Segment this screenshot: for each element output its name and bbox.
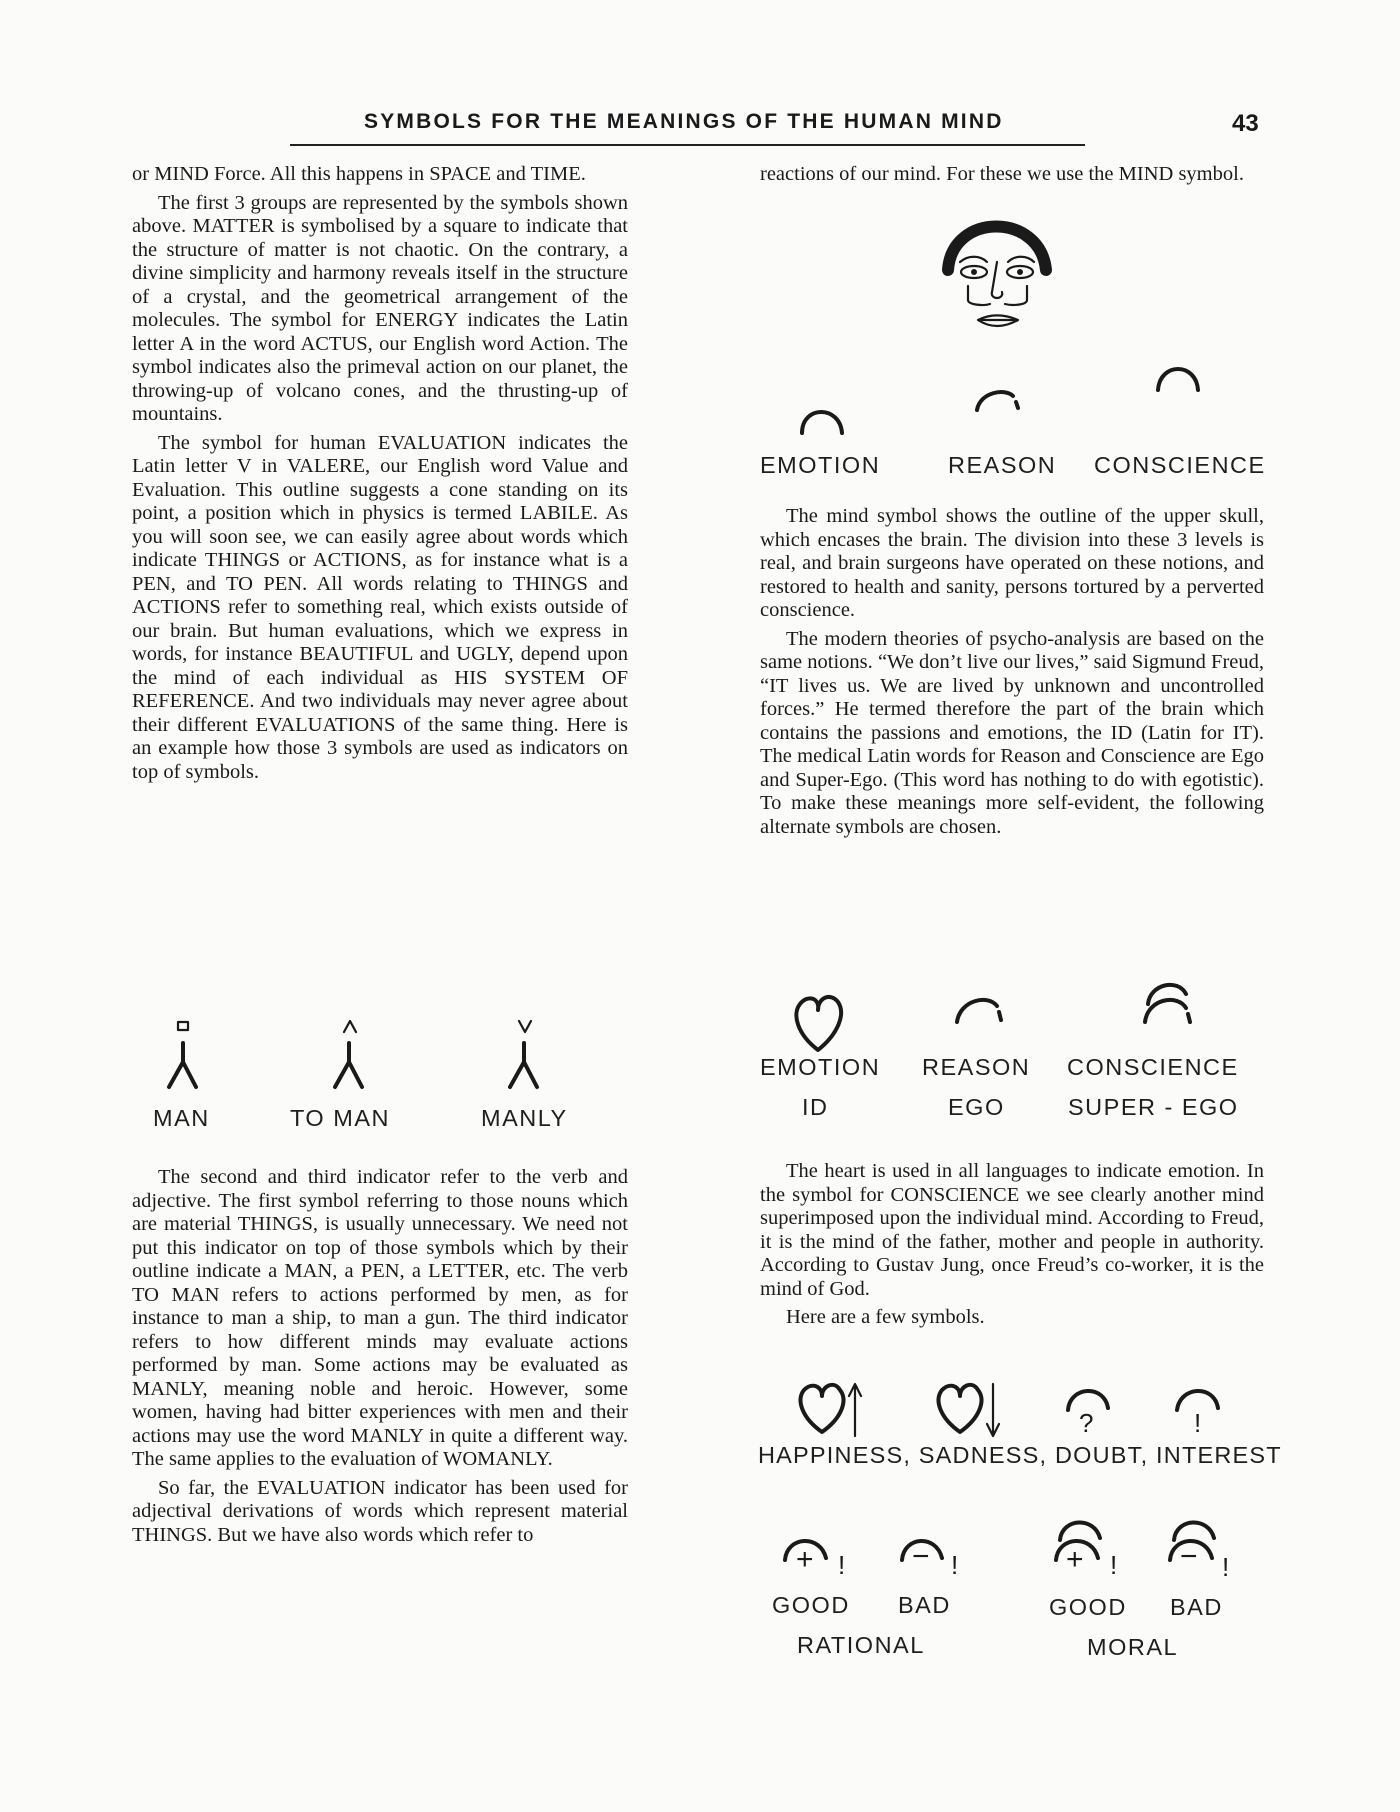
rational-good-label: GOOD bbox=[772, 1592, 850, 1618]
paragraph: The mind symbol shows the outline of the upper skull, which encases the brain. The division into these 3 levels is real, and brain surgeons have operated on these notions, and restored to health and sanity, persons tortured by a perverted conscience. bbox=[760, 505, 1264, 621]
states-label: HAPPINESS, SADNESS, DOUBT, INTEREST bbox=[758, 1442, 1282, 1468]
paragraph: reactions of our mind. For these we use the MIND symbol. bbox=[760, 163, 1244, 185]
svg-text:!: ! bbox=[951, 1550, 959, 1580]
man-label: MAN bbox=[153, 1105, 210, 1131]
svg-text:−: − bbox=[912, 1540, 930, 1573]
super-ego-label: SUPER - EGO bbox=[1068, 1094, 1239, 1120]
svg-text:!: ! bbox=[1110, 1550, 1118, 1580]
to-man-label: TO MAN bbox=[290, 1105, 390, 1131]
emotion-label: EMOTION bbox=[760, 1054, 881, 1080]
id-label: ID bbox=[802, 1094, 829, 1120]
paragraph: The second and third indicator refer to the verb and adjective. The first symbol referring to those nouns which are material THINGS, is usually unnecessary. We need not put this indicator on top of those symbols which by their outline indicate a MAN, a PEN, a LETTER, etc. The verb TO MAN refers to actions performed by men, as for instance to man a ship, to man a gun. The third indicator refers to how different minds may evaluate actions performed by man. Some actions may be evaluated as MANLY, meaning noble and heroic. However, some women, having had bitter experiences with men and their actions may use the word MANLY in quite a different way. The same applies to the evaluation of WOMANLY. bbox=[132, 1166, 628, 1470]
rational-bad-label: BAD bbox=[898, 1592, 951, 1618]
moral-bad-super-arch-icon bbox=[1174, 1522, 1214, 1540]
paragraph: Here are a few symbols. bbox=[786, 1306, 985, 1328]
svg-text:!: ! bbox=[1222, 1552, 1230, 1582]
conscience-label: CONSCIENCE bbox=[1067, 1054, 1239, 1080]
doubt-question-icon: ? bbox=[1079, 1408, 1094, 1438]
moral-group-label: MORAL bbox=[1087, 1634, 1179, 1660]
paragraph: The heart is used in all languages to indicate emotion. In the symbol for CONSCIENCE we see clearly another mind superimposed upon the individual mind. According to Freud, it is the mind of the father, mother and people in authority. According to Gustav Jung, once Freud’s co-worker, it is the mind of God. bbox=[760, 1160, 1264, 1300]
running-title: SYMBOLS FOR THE MEANINGS OF THE HUMAN MIND bbox=[364, 110, 1004, 133]
paragraph: So far, the EVALUATION indicator has been used for adjectival derivations of words which represent material THINGS. But we have also words which refer to bbox=[132, 1476, 628, 1546]
paragraph: or MIND Force. All this happens in SPACE and TIME. bbox=[132, 163, 586, 185]
svg-text:+: + bbox=[796, 1543, 814, 1576]
moral-good-label: GOOD bbox=[1049, 1594, 1127, 1620]
reason-label: REASON bbox=[948, 452, 1057, 478]
paragraph: The symbol for human EVALUATION indicates the Latin letter V in VALERE, our English word Value and Evaluation. This outline suggests a cone standing on its point, a position which in physics is termed LABILE. As you will soon see, we can easily agree about words which indicate THINGS or ACTIONS, as for instance what is a PEN, and TO PEN. All words relating to THINGS and ACTIONS refer to something real, which exists outside of our brain. But human evaluations, which we express in words, for instance BEAUTIFUL and UGLY, depend upon the mind of each individual as HIS SYSTEM OF REFERENCE. And two individuals may never agree about their different EVALUATIONS of the same thing. Here is an example how those 3 symbols are used as indicators on top of symbols. bbox=[132, 431, 628, 783]
page-number: 43 bbox=[1232, 110, 1259, 137]
conscience-label: CONSCIENCE bbox=[1094, 452, 1266, 478]
moral-bad-label: BAD bbox=[1170, 1594, 1223, 1620]
svg-text:!: ! bbox=[838, 1550, 846, 1580]
rational-group-label: RATIONAL bbox=[797, 1632, 925, 1658]
interest-exclaim-icon: ! bbox=[1194, 1408, 1202, 1438]
moral-good-super-arch-icon bbox=[1060, 1522, 1100, 1540]
svg-text:−: − bbox=[1180, 1540, 1198, 1573]
ego-label: EGO bbox=[948, 1094, 1005, 1120]
paragraph: The first 3 groups are represented by the symbols shown above. MATTER is symbolised by a square to indicate that the structure of matter is not chaotic. On the contrary, a divine simplicity and harmony reveals itself in the structure of a crystal, and the geometrical arrangement of the molecules. The symbol for ENERGY indicates the Latin letter A in the word ACTUS, our English word Action. The symbol indicates also the primeval action on our planet, the throwing-up of volcano cones, and the thrusting-up of mountains. bbox=[132, 191, 628, 425]
manly-label: MANLY bbox=[481, 1105, 568, 1131]
reason-label: REASON bbox=[922, 1054, 1031, 1080]
emotion-label: EMOTION bbox=[760, 452, 881, 478]
svg-text:+: + bbox=[1066, 1543, 1084, 1576]
paragraph: The modern theories of psycho-analysis are based on the same notions. “We don’t live our lives,” said Sigmund Freud, “IT lives us. We are lived by unknown and uncontrolled forces.” He termed therefore the part of the brain which contains the passions and emotions, the ID (Latin for IT). The medical Latin words for Reason and Conscience are Ego and Super-Ego. (This word has nothing to do with egotistic). To make these meanings more self-evident, the following alternate symbols are chosen. bbox=[760, 627, 1264, 838]
